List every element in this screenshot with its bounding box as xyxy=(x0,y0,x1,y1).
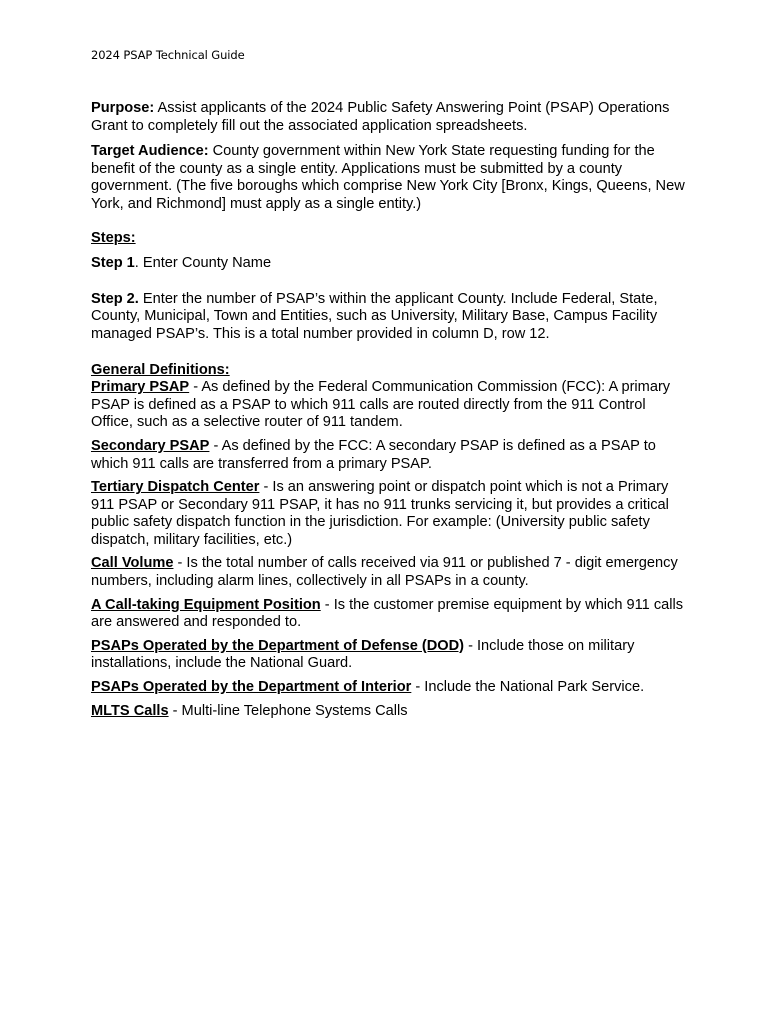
definition-term: Secondary PSAP xyxy=(91,437,210,454)
document-body xyxy=(91,100,691,726)
purpose-label: Purpose: xyxy=(91,100,155,116)
purpose-text: Assist applicants of the 2024 Public Safety Answering Point (PSAP) Operations Grant to completely fill out the associated application spreadsheets. xyxy=(91,100,670,134)
step-2-text: Enter the number of PSAP’s within the applicant County. Include Federal, State, County, Municipal, Town and Entities, such as University, Military Base, Campus Facility managed PSAP’s. This is a total number provided in column D, row 12. xyxy=(91,290,658,342)
definition-mlts-calls xyxy=(91,703,691,721)
definition-tertiary-dispatch-center xyxy=(91,479,691,549)
definition-term: Primary PSAP xyxy=(91,379,190,396)
definition-text: - As defined by the FCC: A secondary PSAP is defined as a PSAP to which 911 calls are transferred from a primary PSAP. xyxy=(91,437,656,472)
definition-term: Tertiary Dispatch Center xyxy=(91,479,260,496)
definition-text: - Is an answering point or dispatch point which is not a Primary 911 PSAP or Secondary 911 PSAP, it has no 911 trunks servicing it, but provides a critical public safety dispatch function in the jurisdiction. For example: (University public safety dispatch, military facilities, etc.) xyxy=(91,479,669,548)
step-1-label: Step 1 xyxy=(91,255,135,272)
target-audience-text: County government within New York State requesting funding for the benefit of the county as a single entity. Applications must be submitted by a county government. (The five boroughs which comprise New York City [Bronx, Kings, Queens, New York, and Richmond] must apply as a single entity.) xyxy=(91,143,685,212)
step-2-label: Step 2. xyxy=(91,290,139,307)
definition-term: MLTS Calls xyxy=(91,702,169,719)
definition-dod-psaps xyxy=(91,638,691,673)
definition-primary-psap xyxy=(91,379,691,432)
definition-term: PSAPs Operated by the Department of Defense (DOD) xyxy=(91,637,465,654)
steps-heading: Steps: xyxy=(91,229,136,246)
target-audience-label: Target Audience: xyxy=(91,143,209,160)
step-1 xyxy=(91,255,691,273)
definition-text: - Multi-line Telephone Systems Calls xyxy=(168,702,408,719)
definition-term: PSAPs Operated by the Department of Interior xyxy=(91,679,412,696)
definition-term: A Call-taking Equipment Position xyxy=(91,596,321,613)
definitions-heading: General Definitions: xyxy=(91,361,230,378)
target-audience-paragraph xyxy=(91,143,691,213)
definition-text: - Is the customer premise equipment by which 911 calls are answered and responded to. xyxy=(91,596,684,631)
definition-secondary-psap xyxy=(91,438,691,473)
definition-text: - Include the National Park Service. xyxy=(411,679,645,696)
definition-term: Call Volume xyxy=(91,555,174,572)
definition-text: - Is the total number of calls received via 911 or published 7 - digit emergency numbers, including alarm lines, collectively in all PSAPs in a county. xyxy=(91,555,678,590)
running-header: 2024 PSAP Technical Guide xyxy=(91,48,245,62)
definition-doi-psaps xyxy=(91,679,691,697)
step-2 xyxy=(91,291,691,344)
step-1-text: . Enter County Name xyxy=(134,255,272,272)
definition-call-taking-position xyxy=(91,597,691,632)
definition-call-volume xyxy=(91,555,691,590)
definition-text: - As defined by the Federal Communication Commission (FCC): A primary PSAP is defined as a PSAP to which 911 calls are routed directly from the 911 Control Office, such as a selective router of 911 tandem. xyxy=(91,379,671,431)
purpose-paragraph xyxy=(91,100,691,135)
definition-text: - Include those on military installations, include the National Guard. xyxy=(91,637,635,672)
